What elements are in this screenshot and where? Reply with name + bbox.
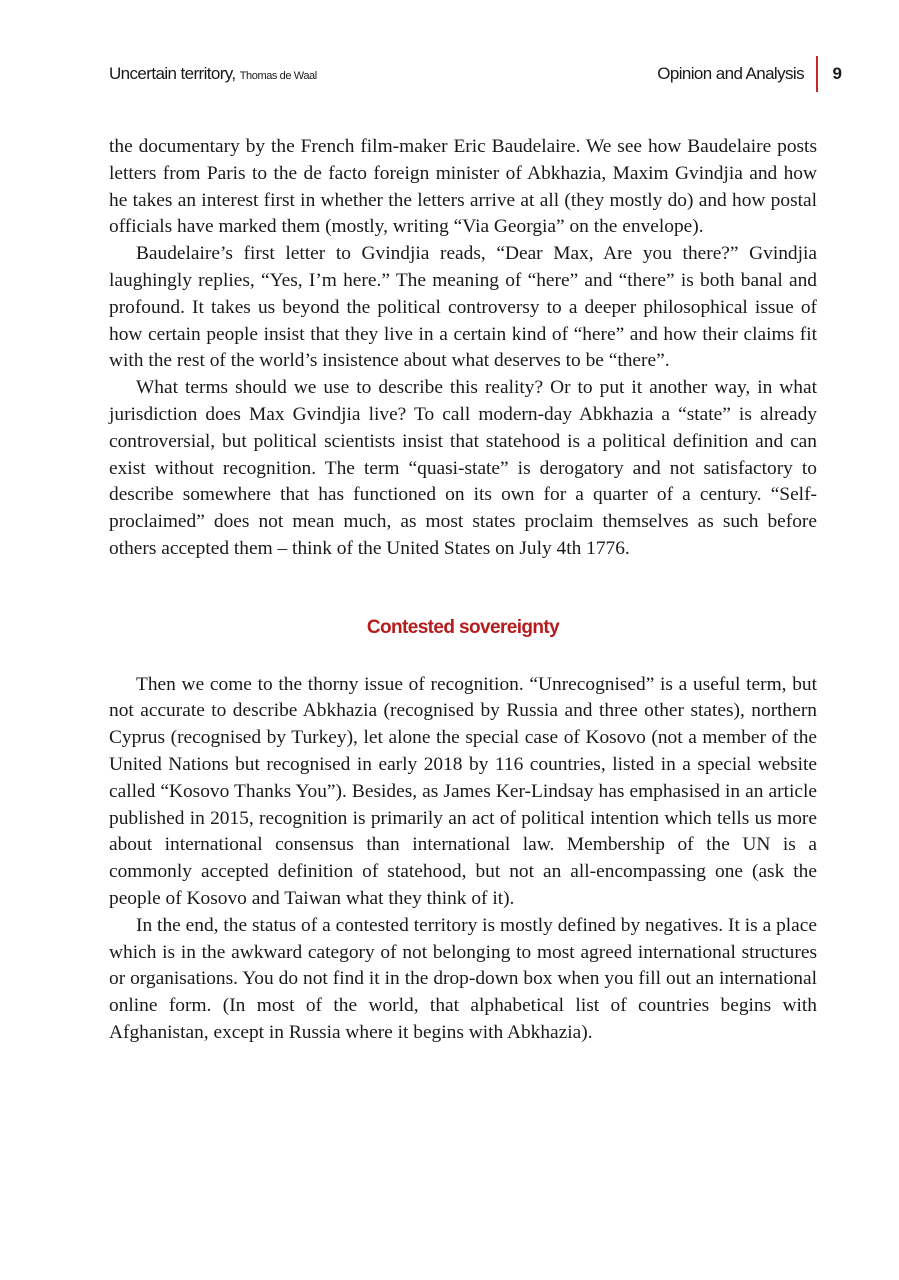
header-divider [816, 56, 818, 92]
running-title-text: Uncertain territory, [109, 64, 236, 83]
body-paragraph: the documentary by the French film-maker Eric Baudelaire. We see how Baudelaire posts letters from Paris to the de facto foreign minister of Abkhazia, Maxim Gvindjia and how he takes an interest first in whether the letters arrive at all (they mostly do) and how postal officials have marked them (mostly, writing “Via Georgia” on the envelope). [109, 136, 817, 238]
running-author: Thomas de Waal [239, 70, 317, 82]
body-paragraph: Baudelaire’s first letter to Gvindjia reads, “Dear Max, Are you there?” Gvindjia laughingly replies, “Yes, I’m here.” The meaning of “here” and “there” is both banal and profound. It takes us beyond the political controversy to a deeper philosophical issue of how certain people insist that they live in a certain kind of “here” and how their claims fit with the rest of the world’s insistence about what deserves to be “there”. [109, 243, 817, 372]
running-header [109, 62, 842, 94]
section-name: Opinion and Analysis [657, 64, 804, 83]
body-paragraph: In the end, the status of a contested territory is mostly defined by negatives. It is a place which is in the awkward category of not belonging to most agreed international structures or organisations. You do not find it in the drop-down box when you fill out an international online form. (In most of the world, that alphabetical list of countries begins with Afghanistan, except in Russia where it begins with Abkhazia). [109, 914, 817, 1043]
body-paragraph: Then we come to the thorny issue of recognition. “Unrecognised” is a useful term, but not accurate to describe Abkhazia (recognised by Russia and three other states), northern Cyprus (recognised by Turkey), let alone the special case of Kosovo (not a member of the United Nations but recognised in early 2018 by 116 countries, listed in a special website called “Kosovo Thanks You”). Besides, as James Ker-Lindsay has emphasised in an article published in 2015, recognition is primarily an act of political intention which tells us more about international consensus than international law. Membership of the UN is a commonly accepted definition of statehood, but not an all-encompassing one (ask the people of Kosovo and Taiwan what they think of it). [109, 673, 817, 909]
section-heading: Contested sovereignty [366, 616, 560, 638]
body-paragraph: What terms should we use to describe this reality? Or to put it another way, in what jurisdiction does Max Gvindjia live? To call modern-day Abkhazia a “state” is already controversial, but political scientists insist that statehood is a political definition and can exist without recognition. The term “quasi-state” is derogatory and not satisfactory to describe somewhere that has functioned on its own for a quarter of a century. “Self-proclaimed” does not mean much, as most states proclaim themselves as such before others accepted them – think of the United States on July 4th 1776. [109, 377, 817, 559]
article-body [109, 134, 817, 1047]
running-title [109, 64, 317, 84]
page-number: 9 [832, 64, 842, 83]
